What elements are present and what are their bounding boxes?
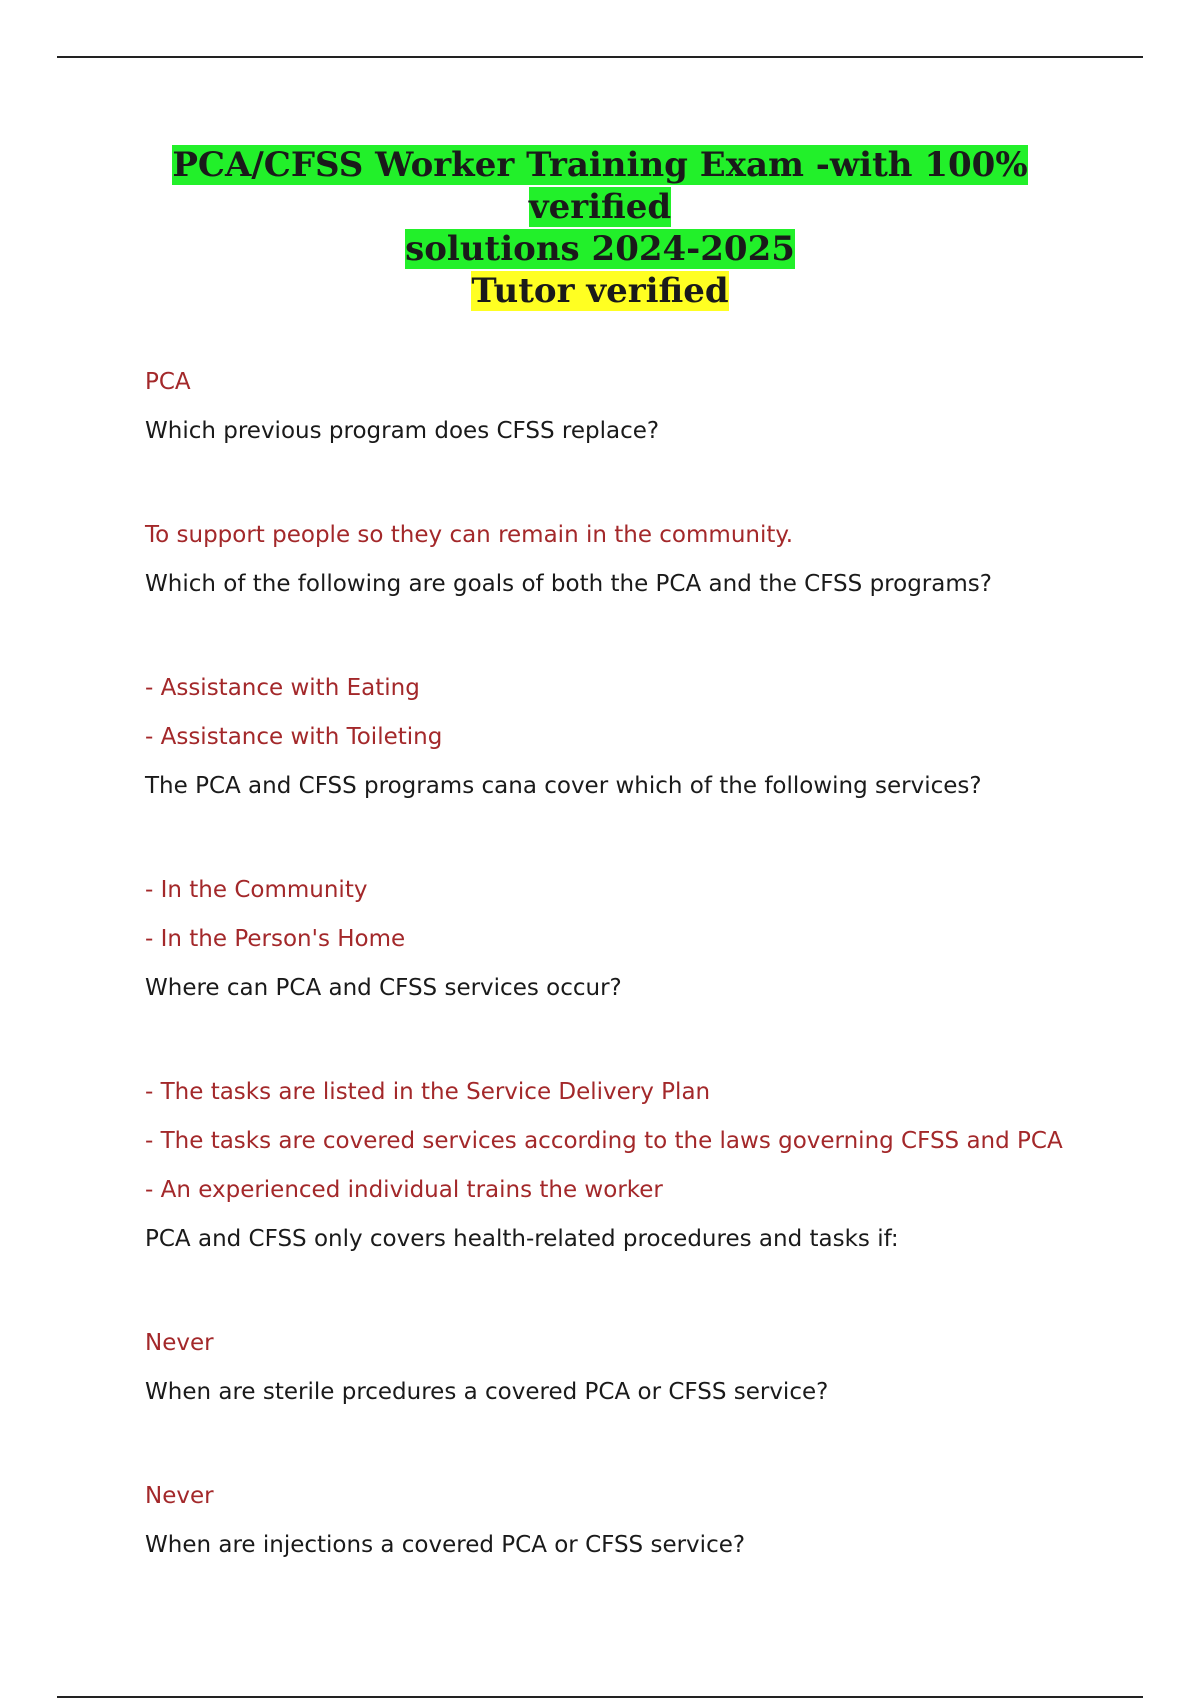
answer-line: - In the Person's Home [145,926,406,952]
answer-line: PCA [145,369,191,395]
flashcard-1 [145,366,1075,447]
title-line-1: PCA/CFSS Worker Training Exam -with 100% verified [172,145,1028,227]
flashcard-5 [145,1076,1075,1255]
flashcard-4 [145,874,1075,1004]
question-text: Where can PCA and CFSS services occur? [145,975,622,1001]
document-subtitle [100,270,1100,312]
document-title-block [100,144,1100,312]
answer-line: - Assistance with Eating [145,675,420,701]
flashcard-3 [145,672,1075,802]
answer-line: Never [145,1483,214,1509]
answer-line: - Assistance with Toileting [145,724,443,750]
answer-line: - In the Community [145,877,368,903]
flashcard-7 [145,1480,1075,1561]
flashcard-6 [145,1327,1075,1408]
subtitle-text: Tutor verified [471,271,729,311]
question-text: The PCA and CFSS programs cana cover which of the following services? [145,773,982,799]
question-text: When are injections a covered PCA or CFSS service? [145,1532,746,1558]
answer-line: Never [145,1330,214,1356]
flashcard-2 [145,519,1075,600]
answer-line: - The tasks are listed in the Service Delivery Plan [145,1079,711,1105]
footer-rule [57,1696,1143,1698]
question-text: PCA and CFSS only covers health-related procedures and tasks if: [145,1226,899,1252]
title-line-2: solutions 2024-2025 [405,229,795,269]
question-text: When are sterile prcedures a covered PCA or CFSS service? [145,1379,829,1405]
document-title [100,144,1100,270]
header-rule [57,56,1143,58]
answer-line: To support people so they can remain in the community. [145,522,794,548]
flashcard-list [145,366,1075,1633]
question-text: Which previous program does CFSS replace? [145,418,660,444]
answer-line: - An experienced individual trains the worker [145,1177,663,1203]
question-text: Which of the following are goals of both the PCA and the CFSS programs? [145,571,992,597]
answer-line: - The tasks are covered services according to the laws governing CFSS and PCA [145,1128,1063,1154]
